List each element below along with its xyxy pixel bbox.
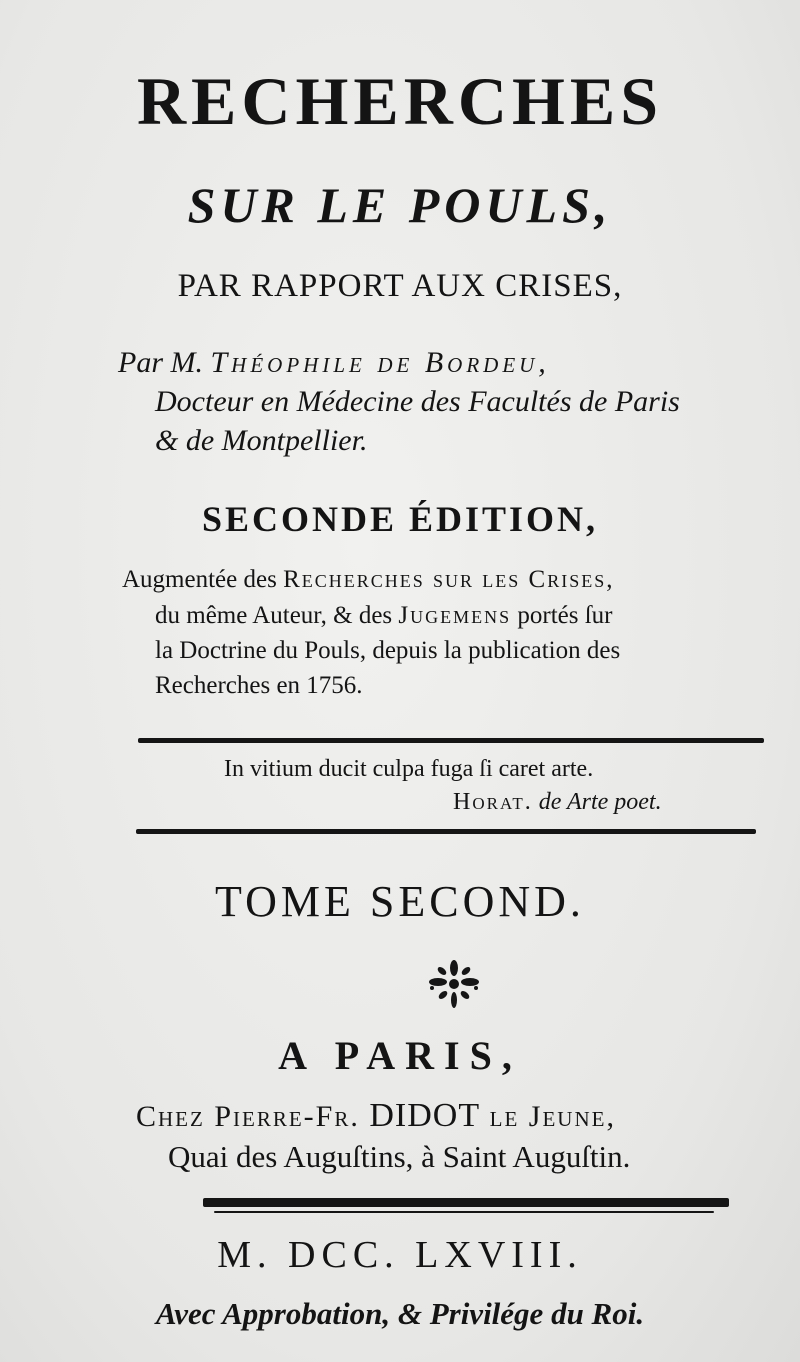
augment-text: Augmentée des (122, 566, 284, 593)
augment-text: portés ſur (511, 602, 613, 629)
imprint-date: M. DCC. LXVIII. (217, 1234, 583, 1276)
imprint-city: A PARIS, (278, 1033, 522, 1078)
augment-line-4: Recherches en 1756. (155, 672, 363, 699)
epigraph-author: Horat. (453, 789, 533, 815)
author-credentials-cont: & de Montpellier. (155, 424, 368, 457)
book-subtitle: SUR LE POULS, (187, 177, 613, 233)
author-credentials: Docteur en Médecine des Facultés de Paris (155, 385, 680, 418)
divider-rule-thin (214, 1211, 714, 1213)
augment-line-1 (122, 566, 614, 594)
augment-text: du même Auteur, & des (155, 602, 399, 629)
book-title: RECHERCHES (136, 63, 664, 139)
epigraph-text: In vitium ducit culpa fuga ſi caret arte. (224, 756, 594, 782)
epigraph-source (453, 789, 662, 816)
publisher-suffix: le Jeune, (480, 1100, 616, 1133)
royal-privilege: Avec Approbation, & Privilége du Roi. (155, 1296, 645, 1331)
epigraph-work: de Arte poet. (532, 789, 662, 815)
publisher-address: Quai des Auguſtins, à Saint Auguſtin. (168, 1139, 631, 1174)
publisher-prefix: Chez Pierre-Fr. (136, 1100, 370, 1133)
publisher-line (136, 1097, 616, 1135)
divider-rule (138, 738, 764, 743)
volume-heading: TOME SECOND. (215, 877, 585, 926)
augment-smallcaps: Recherches sur les Crises, (283, 566, 615, 593)
edition-heading: SECONDE ÉDITION, (201, 499, 599, 539)
publisher-name: DIDOT (369, 1097, 481, 1134)
divider-rule-heavy (203, 1198, 729, 1207)
book-subject: PAR RAPPORT AUX CRISES, (177, 268, 623, 304)
author-prefix: Par M. (118, 346, 211, 379)
divider-rule (136, 829, 756, 834)
author-line (118, 346, 550, 380)
fleuron-ornament-icon (426, 958, 482, 1010)
augment-line-3: la Doctrine du Pouls, depuis la publication des (155, 637, 621, 664)
augment-line-2 (155, 602, 613, 630)
augment-smallcaps: Jugemens (398, 602, 512, 629)
author-name: Théophile de Bordeu, (210, 346, 550, 379)
